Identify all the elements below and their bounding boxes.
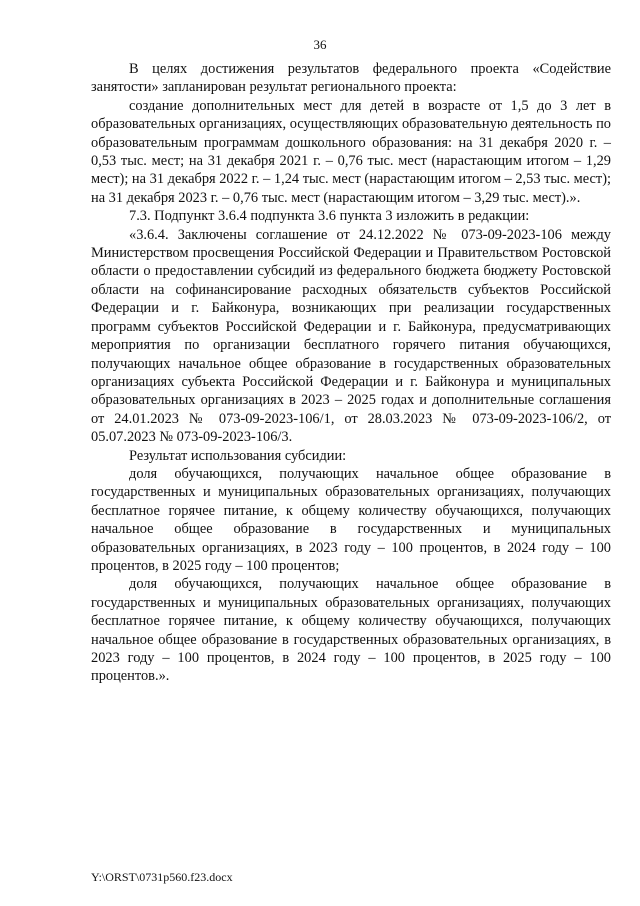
- paragraph-intro: В целях достижения результатов федерального проекта «Содействие занятости» запланирован результат регионального проекта:: [91, 61, 611, 96]
- paragraph-share-state: доля обучающихся, получающих начальное общее образование в государственных и муниципальных образовательных организациях, получающих бесплатное горячее питание, к общему количеству обучающихся, получающих начальное общее образование в государственных образовательных организациях, в 2023 году – 100 процентов, в 2024 году – 100 процентов, в 2025 году – 100 процентов.».: [91, 576, 611, 685]
- paragraph-agreement-3-6-4: «3.6.4. Заключены соглашение от 24.12.2022 № 073-09-2023-106 между Министерством просвещения Российской Федерации и Правительством Ростовской области о предоставлении субсидий из федерального бюджета бюджету Ростовской области на софинансирование расходных обязательств субъектов Российской Федерации и г. Байконура, возникающих при реализации государственных программ субъектов Российской Федерации и г. Байконура, предусматривающих мероприятия по организации бесплатного горячего питания обучающихся, получающих начальное общее образование в государственных образовательных организациях субъекта Российской Федерации и г. Байконура и муниципальных образовательных организациях в 2023 – 2025 годах и дополнительные соглашения от 24.01.2023 № 073-09-2023-106/1, от 28.03.2023 № 073-09-2023-106/2, от 05.07.2023 № 073-09-2023-106/3.: [91, 226, 611, 446]
- footer-file-path: Y:\ORST\0731p560.f23.docx: [91, 870, 233, 884]
- paragraph-subsidy-result-heading: Результат использования субсидии:: [129, 447, 347, 464]
- paragraph-share-state-municipal: доля обучающихся, получающих начальное общее образование в государственных и муниципальных образовательных организациях, получающих бесплатное горячее питание, к общему количеству обучающихся, получающих начальное общее образование в государственных и муниципальных образовательных организациях, в 2023 году – 100 процентов, в 2024 году – 100 процентов, в 2025 году – 100 процентов;: [91, 465, 611, 574]
- paragraph-regional-result: создание дополнительных мест для детей в возрасте от 1,5 до 3 лет в образовательных организациях, осуществляющих образовательную деятельность по образовательным программам дошкольного образования: на 31 декабря 2020 г. – 0,53 тыс. мест; на 31 декабря 2021 г. – 0,76 тыс. мест (нарастающим итогом – 1,29 мест); на 31 декабря 2022 г. – 1,24 тыс. мест (нарастающим итогом – 2,53 тыс. мест); на 31 декабря 2023 г. – 0,76 тыс. мест (нарастающим итогом – 3,29 тыс. мест).».: [91, 97, 611, 206]
- document-body: [91, 60, 611, 686]
- paragraph-amendment-7-3: 7.3. Подпункт 3.6.4 подпункта 3.6 пункта 3 изложить в редакции:: [129, 208, 530, 225]
- page-number: 36: [313, 37, 327, 52]
